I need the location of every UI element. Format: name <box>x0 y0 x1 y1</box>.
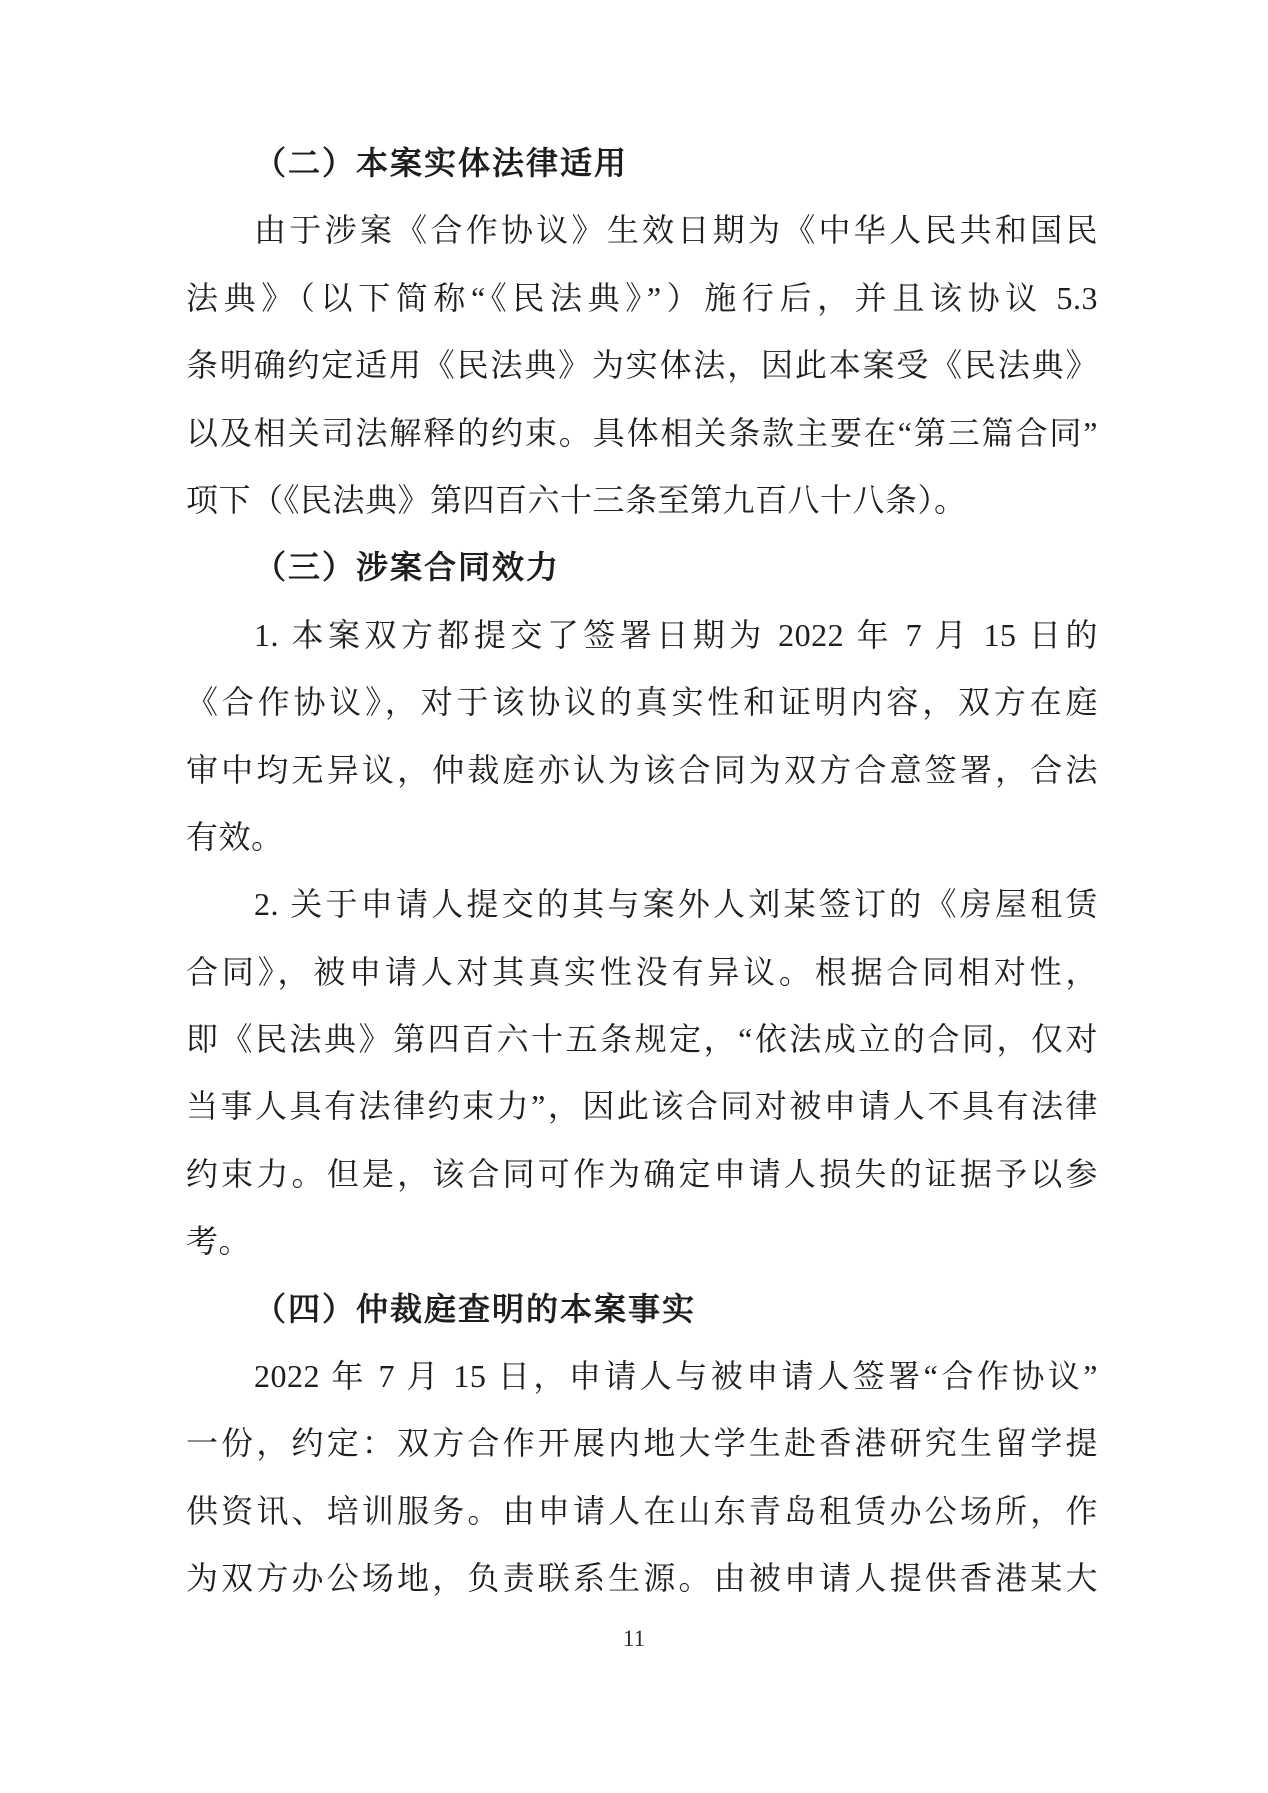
text-line: 2. 关于申请人提交的其与案外人刘某签订的《房屋租赁 <box>254 886 1098 923</box>
text-line: 一份，约定：双方合作开展内地大学生赴香港研究生留学提 <box>186 1425 1098 1462</box>
text-line: 项下（《民法典》第四百六十三条至第九百八十八条）。 <box>186 481 967 518</box>
text-line: 即《民法典》第四百六十五条规定，“依法成立的合同，仅对 <box>186 1021 1098 1058</box>
text-line: 审中均无异议，仲裁庭亦认为该合同为双方合意签署，合法 <box>186 751 1098 788</box>
text-line: 约束力。但是，该合同可作为确定申请人损失的证据予以参 <box>186 1155 1098 1192</box>
text-line: 由于涉案《合作协议》生效日期为《中华人民共和国民 <box>254 212 1098 249</box>
section-heading-4: （四）仲裁庭查明的本案事实 <box>254 1290 697 1327</box>
section-heading-2: （二）本案实体法律适用 <box>254 145 629 181</box>
text-line: 供资讯、培训服务。由申请人在山东青岛租赁办公场所，作 <box>186 1492 1098 1529</box>
text-line: 1. 本案双方都提交了签署日期为 2022 年 7 月 15 日的 <box>254 616 1098 653</box>
text-line: 考。 <box>186 1223 252 1260</box>
page-number: 11 <box>622 1626 646 1651</box>
section-heading-3: （三）涉案合同效力 <box>254 549 561 586</box>
text-line: 《合作协议》，对于该协议的真实性和证明内容，双方在庭 <box>186 684 1098 721</box>
text-line: 合同》，被申请人对其真实性没有异议。根据合同相对性， <box>186 953 1098 990</box>
text-line: 当事人具有法律约束力”，因此该合同对被申请人不具有法律 <box>186 1088 1098 1125</box>
text-line: 法典》（以下简称“《民法典》”）施行后，并且该协议 5.3 <box>186 279 1098 316</box>
document-body <box>186 130 1098 1613</box>
text-line: 2022 年 7 月 15 日，申请人与被申请人签署“合作协议” <box>254 1358 1098 1395</box>
text-line: 条明确约定适用《民法典》为实体法，因此本案受《民法典》 <box>186 347 1098 384</box>
text-line: 以及相关司法解释的约束。具体相关条款主要在“第三篇合同” <box>186 414 1098 451</box>
text-line: 有效。 <box>186 818 284 855</box>
text-line: 为双方办公场地，负责联系生源。由被申请人提供香港某大 <box>186 1560 1098 1597</box>
